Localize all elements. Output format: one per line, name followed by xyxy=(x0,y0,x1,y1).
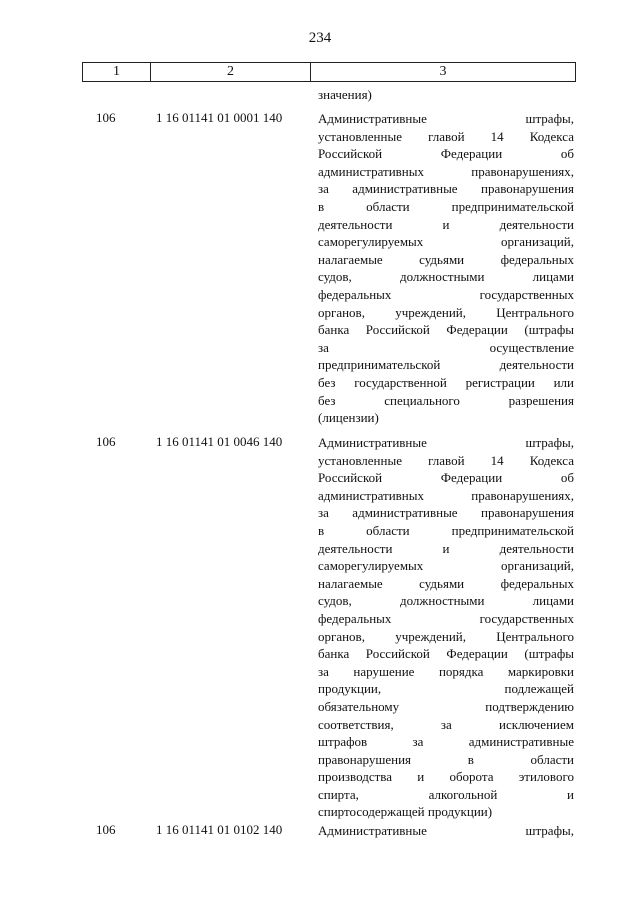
description-line: судов, должностными лицами xyxy=(318,269,574,285)
description-line: установленные главой 14 Кодекса xyxy=(318,128,574,144)
description-line: банка Российской Федерации (штрафы xyxy=(318,322,574,338)
description-line: федеральных государственных xyxy=(318,610,574,626)
row-2-description xyxy=(318,434,574,821)
description-line: спиртосодержащей продукции) xyxy=(318,804,493,820)
column-header-2: 2 xyxy=(151,63,311,81)
description-line: предпринимательской деятельности xyxy=(318,357,574,373)
description-line: спирта, алкогольной и xyxy=(318,786,574,802)
description-line: продукции, подлежащей xyxy=(318,681,574,697)
table-column-header xyxy=(82,62,576,82)
description-line: административных правонарушениях, xyxy=(318,163,574,179)
description-line: Административные штрафы, xyxy=(318,111,574,126)
description-line: налагаемые судьями федеральных xyxy=(318,251,574,267)
row-3-description xyxy=(318,822,574,840)
description-line: обязательному подтверждению xyxy=(318,698,574,714)
description-line: органов, учреждений, Центрального xyxy=(318,304,574,320)
row-2-admin-code: 106 xyxy=(96,434,116,449)
description-line: банка Российской Федерации (штрафы xyxy=(318,646,574,662)
description-line: деятельности и деятельности xyxy=(318,540,574,556)
row-1-admin-code: 106 xyxy=(96,110,116,125)
row-1-kbk-code: 1 16 01141 01 0001 140 xyxy=(156,110,283,125)
description-line: административных правонарушениях, xyxy=(318,487,574,503)
row-1-description xyxy=(318,110,574,427)
description-line: Российской Федерации об xyxy=(318,146,574,162)
description-line: штрафов за административные xyxy=(318,734,574,750)
description-line: налагаемые судьями федеральных xyxy=(318,575,574,591)
description-line: правонарушения в области xyxy=(318,751,574,767)
row-3-admin-code: 106 xyxy=(96,822,116,837)
page-number: 234 xyxy=(308,30,332,46)
description-line: деятельности и деятельности xyxy=(318,216,574,232)
description-line: за нарушение порядка маркировки xyxy=(318,663,574,679)
description-line: за административные правонарушения xyxy=(318,505,574,521)
description-line: саморегулируемых организаций, xyxy=(318,234,574,250)
column-header-3: 3 xyxy=(439,64,447,79)
description-line: соответствия, за исключением xyxy=(318,716,574,732)
row-3-kbk-code: 1 16 01141 01 0102 140 xyxy=(156,822,283,837)
column-header-1: 1 xyxy=(83,63,151,81)
description-line: в области предпринимательской xyxy=(318,522,574,538)
description-line: федеральных государственных xyxy=(318,286,574,302)
description-line: (лицензии) xyxy=(318,410,379,426)
description-line: производства и оборота этилового xyxy=(318,769,574,785)
description-line: за административные правонарушения xyxy=(318,181,574,197)
description-line: без специального разрешения xyxy=(318,392,574,408)
description-line: Административные штрафы, xyxy=(318,435,574,450)
description-line: без государственной регистрации или xyxy=(318,374,574,390)
description-line: в области предпринимательской xyxy=(318,198,574,214)
description-line: установленные главой 14 Кодекса xyxy=(318,452,574,468)
description-line: саморегулируемых организаций, xyxy=(318,558,574,574)
description-line: Российской Федерации об xyxy=(318,470,574,486)
description-line: за осуществление xyxy=(318,339,574,355)
description-line: органов, учреждений, Центрального xyxy=(318,628,574,644)
continued-description: значения) xyxy=(318,87,372,102)
description-line: Административные штрафы, xyxy=(318,823,574,838)
description-line: судов, должностными лицами xyxy=(318,593,574,609)
row-2-kbk-code: 1 16 01141 01 0046 140 xyxy=(156,434,283,449)
